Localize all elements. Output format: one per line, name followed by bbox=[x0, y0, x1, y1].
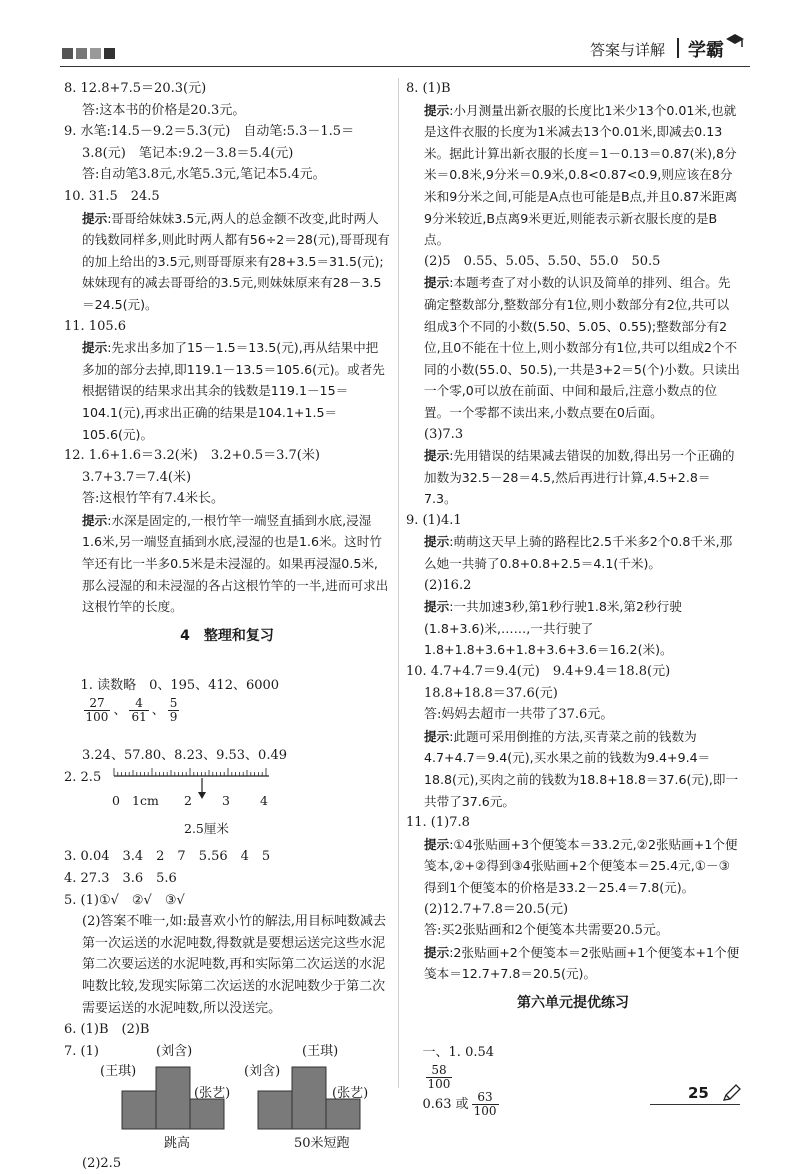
hint-text: :此题可采用倒推的方法,买青菜之前的钱数为4.7+4.7＝9.4(元),买水果之前的钱数为9.4+9.4＝18.8(元),买肉之前的钱数为18.8+18.8＝37.6(元),即一共带了37.6元。 bbox=[424, 728, 739, 809]
fraction bbox=[472, 1091, 499, 1118]
answer-line: 答:自动笔3.8元,水笔5.3元,笔记本5.4元。 bbox=[82, 167, 326, 183]
podium-caption: 50米短跑 bbox=[294, 1135, 350, 1151]
answer-line: 5. (1)①√ ②√ ③√ bbox=[64, 892, 185, 908]
ruler-label: 3 bbox=[222, 793, 230, 809]
right-column bbox=[406, 78, 740, 1139]
hint-label: 提示 bbox=[424, 944, 450, 960]
column-divider bbox=[398, 78, 399, 1088]
hint-paragraph bbox=[406, 596, 740, 661]
podium-figures bbox=[64, 1041, 390, 1153]
page-number: 25 bbox=[688, 1084, 709, 1102]
hint-text: :水深是固定的,一根竹竿一端竖直插到水底,浸湿1.6米,另一端竖直插到水底,浸湿的也是1.6米。这时竹竿还有比一半多0.5米是未浸湿的。如果再浸湿0.5米,那么浸湿的和未浸湿的各占这根竹竿的一半,进而可求出这根竹竿的长度。 bbox=[82, 512, 389, 615]
numerator: 63 bbox=[472, 1091, 499, 1105]
fraction bbox=[129, 697, 148, 724]
answer-text: 一、1. 0.54 bbox=[422, 1045, 495, 1061]
answer-line: 1. 读数略 0、195、412、6000 $\frac{27}{100}$ 、 $\frac{4}{61}$ 、 $\frac{5}{9}$ bbox=[80, 678, 280, 724]
answer-line: (2)2.5 bbox=[82, 1155, 122, 1171]
hint-label: 提示 bbox=[424, 728, 450, 744]
hint-text: :先用错误的结果减去错误的加数,得出另一个正确的加数为32.5－28＝4.5,然后再进行计算,4.5+2.8＝7.3。 bbox=[424, 448, 735, 507]
hint-text: :①4张贴画+3个便笺本＝33.2元,②2张贴画+1个便笺本,②+②得到③4张贴画+2个便笺本＝25.4元,①－③得到1个便笺本的价格是33.2－25.4＝7.8(元)。 bbox=[424, 836, 738, 895]
fraction bbox=[84, 697, 111, 724]
hint-label: 提示 bbox=[424, 275, 450, 291]
answer-line: 3.7+3.7＝7.4(米) bbox=[82, 469, 192, 485]
hint-paragraph bbox=[406, 531, 740, 574]
podium-left-name: (刘含) bbox=[244, 1063, 281, 1079]
hint-paragraph bbox=[64, 337, 390, 445]
podium-top-name: (王琪) bbox=[302, 1043, 339, 1059]
answer-line: 18.8+18.8＝37.6(元) bbox=[424, 685, 558, 701]
hint-paragraph bbox=[64, 510, 390, 618]
answer-line: 8. (1)B bbox=[406, 81, 451, 96]
podium-left-name: (王琪) bbox=[100, 1063, 137, 1079]
section-number: 4 bbox=[180, 627, 190, 644]
header-title: 答案与详解 bbox=[590, 41, 666, 59]
section-title: 整理和复习 bbox=[203, 627, 274, 644]
answer-line: (2)16.2 bbox=[424, 577, 472, 593]
podium-top-name: (刘含) bbox=[156, 1043, 193, 1059]
header-square-4 bbox=[104, 48, 115, 59]
answer-line: 4. 27.3 3.6 5.6 bbox=[64, 871, 177, 886]
podium-50m-sprint bbox=[236, 1041, 386, 1151]
hint-paragraph bbox=[406, 445, 740, 510]
hint-text: :先求出多加了15－1.5＝13.5(元),再从结果中把多加的部分去掉,即119.1－13.5＝105.6(元)。或者先根据错误的结果求出其余的钱数是119.1－15＝104.1(元),再求出正确的结果是104.1+1.5＝105.6(元)。 bbox=[82, 340, 385, 442]
answer-line: 答:买2张贴画和2个便笺本共需要20.5元。 bbox=[424, 923, 669, 939]
section-heading bbox=[64, 626, 390, 648]
hint-label: 提示 bbox=[424, 599, 450, 615]
header-square-3 bbox=[90, 48, 101, 59]
answer-line: 9. 水笔:14.5－9.2＝5.3(元) 自动笔:5.3－1.5＝ bbox=[64, 124, 355, 140]
answer-text: 1. 读数略 0、195、412、6000 bbox=[80, 678, 280, 694]
answer-line: (3)7.3 bbox=[424, 426, 464, 442]
header-square-1 bbox=[62, 48, 73, 59]
ruler-label: 4 bbox=[260, 793, 268, 809]
hint-label: 提示 bbox=[82, 512, 108, 528]
header-brand: 学霸 bbox=[688, 40, 724, 61]
hint-label: 提示 bbox=[82, 340, 108, 356]
unit-title: 第六单元提优练习 bbox=[517, 994, 629, 1011]
hint-paragraph bbox=[406, 100, 740, 251]
answer-line: 3.8(元) 笔记本:9.2－3.8＝5.4(元) bbox=[82, 145, 294, 161]
hint-text: :萌萌这天早上骑的路程比2.5千米多2个0.8千米,那么她一共骑了0.8+0.8+2.5＝4.1(千米)。 bbox=[424, 534, 733, 572]
header-rule bbox=[60, 66, 750, 67]
ruler-label: 1cm bbox=[132, 793, 159, 809]
answer-line: 6. (1)B (2)B bbox=[64, 1022, 150, 1038]
hint-text: :一共加速3秒,第1秒行驶1.8米,第2秒行驶(1.8+3.6)米,……,一共行驶了1.8+1.8+3.6+1.8+3.6+3.6＝16.2(米)。 bbox=[424, 599, 682, 658]
denominator: 100 bbox=[85, 709, 109, 724]
answer-line: (2)12.7+7.8＝20.5(元) bbox=[424, 901, 569, 917]
answer-line: 12. 1.6+1.6＝3.2(米) 3.2+0.5＝3.7(米) bbox=[64, 448, 320, 464]
answer-line bbox=[406, 1021, 740, 1140]
answer-line: 3. 0.04 3.4 2 7 5.56 4 5 bbox=[64, 849, 271, 865]
answer-line: 8. 12.8+7.5＝20.3(元) bbox=[64, 81, 207, 96]
podium-right-name: (张艺) bbox=[194, 1085, 231, 1101]
ruler-figure bbox=[104, 788, 390, 846]
hint-paragraph bbox=[406, 272, 740, 423]
hint-text: :本题考查了对小数的认识及简单的排列、组合。先确定整数部分,整数部分有1位,则小数部分有2位,共可以组成3个不同的小数(5.50、5.05、0.55);整数部分有2位,且0不能在十位上,则小数部分有1位,共可以组成2个不同的小数(55.0、50.5),一共是3+2＝5(个)小数。只读出一个零,0可以放在前面、中间和最后,注意小数点的位置。一个零都不读出来,小数点要在0后面。 bbox=[424, 275, 740, 420]
answer-line: 11. (1)7.8 bbox=[406, 815, 470, 831]
answer-line: 3.24、57.80、8.23、9.53、0.49 bbox=[82, 748, 287, 764]
answer-line: (2)答案不唯一,如:最喜欢小竹的解法,用目标吨数减去第一次运送的水泥吨数,得数就是要想运送完这些水泥第二次要运送的水泥吨数,再和实际第二次运送的水泥吨数比较,发现实际第二次运送的水泥吨数少于第二次需要运送的水泥吨数,所以没送完。 bbox=[82, 914, 387, 1016]
header-separator bbox=[677, 38, 679, 58]
denominator: 100 bbox=[427, 1076, 451, 1091]
hint-paragraph bbox=[406, 834, 740, 899]
header-square-2 bbox=[76, 48, 87, 59]
graduation-cap-icon bbox=[724, 32, 746, 50]
numerator: 27 bbox=[84, 697, 111, 711]
answer-line: 10. 31.5 24.5 bbox=[64, 188, 160, 204]
ruler-label: 2 bbox=[184, 793, 192, 809]
answer-line: 答:妈妈去超市一共带了37.6元。 bbox=[424, 707, 614, 723]
footer-rule bbox=[650, 1104, 740, 1105]
denominator: 9 bbox=[169, 709, 178, 724]
numerator: 5 bbox=[169, 695, 178, 710]
hint-label: 提示 bbox=[424, 102, 450, 118]
podium-caption: 跳高 bbox=[164, 1135, 191, 1151]
hint-label: 提示 bbox=[424, 836, 450, 852]
answer-text: 7. (1) bbox=[64, 1043, 99, 1059]
hint-paragraph bbox=[64, 208, 390, 316]
hint-label: 提示 bbox=[424, 534, 450, 550]
left-column bbox=[64, 78, 390, 1174]
hint-paragraph bbox=[406, 942, 740, 985]
answer-line: 答:这本书的价格是20.3元。 bbox=[82, 102, 246, 118]
answer-line: 10. 4.7+4.7＝9.4(元) 9.4+9.4＝18.8(元) bbox=[406, 664, 671, 680]
hint-text: :小月测量出新衣服的长度比1米少13个0.01米,也就是这件衣服的长度为1米减去13个0.01米,即减去0.13米。据此计算出新衣服的长度＝1－0.13＝0.87(米),8分米＝0.8米,9分米＝0.9米,0.8<0.87<0.9,则应该在8分米和9分米之间,可能是A点也可能是B点,并且0.87米距离9分米较近,B点离9米更近,则能表示新衣服长度的是B点。 bbox=[424, 102, 738, 248]
ruler-caption: 2.5厘米 bbox=[184, 821, 229, 837]
denominator: 61 bbox=[131, 709, 147, 724]
hint-paragraph bbox=[406, 726, 740, 812]
answer-line: 答:这根竹竿有7.4米长。 bbox=[82, 491, 225, 507]
answer-line: 9. (1)4.1 bbox=[406, 512, 462, 528]
podium-right-name: (张艺) bbox=[332, 1085, 369, 1101]
hint-text: :哥哥给妹妹3.5元,两人的总金额不改变,此时两人的钱数同样多,则此时两人都有56÷2＝28(元),哥哥现有的加上给出的3.5元,则哥哥原来有28+3.5＝31.5(元);妹妹现有的减去哥哥给的3.5元,则妹妹原来有28－3.5＝24.5(元)。 bbox=[82, 210, 390, 312]
answer-line: (2)5 0.55、5.05、5.50、55.0 50.5 bbox=[424, 253, 661, 269]
answer-text: 0.63 或 bbox=[422, 1096, 469, 1112]
page-header bbox=[0, 0, 800, 66]
denominator: 100 bbox=[473, 1103, 497, 1118]
ruler-label: 0 bbox=[112, 793, 120, 809]
hint-text: :2张贴画+2个便笺本＝2张贴画+1个便笺本+1个便笺本＝12.7+7.8＝20.5(元)。 bbox=[424, 944, 740, 982]
numerator: 58 bbox=[426, 1064, 453, 1078]
hint-label: 提示 bbox=[82, 210, 108, 226]
answer-line: 11. 105.6 bbox=[64, 318, 127, 334]
fraction bbox=[426, 1064, 453, 1091]
fraction bbox=[168, 697, 180, 724]
numerator: 4 bbox=[129, 697, 148, 711]
pencil-icon bbox=[720, 1084, 742, 1102]
podium-high-jump bbox=[90, 1041, 240, 1151]
hint-label: 提示 bbox=[424, 448, 450, 464]
answer-line: 2. 2.5 bbox=[64, 769, 102, 785]
